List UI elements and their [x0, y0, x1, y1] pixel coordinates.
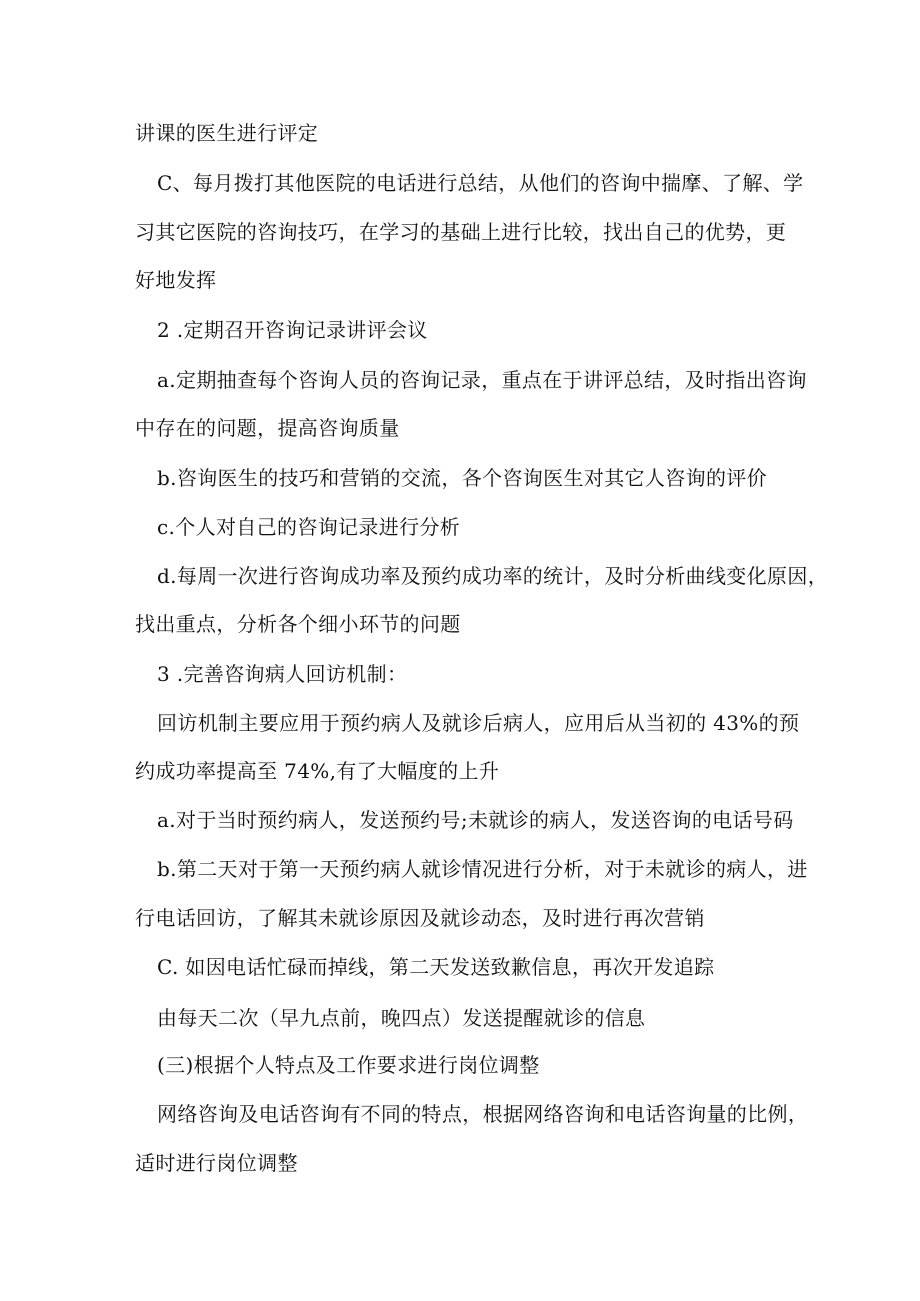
body-text-line: 中存在的问题，提高咨询质量 [135, 416, 400, 440]
body-text-line: b.咨询医生的技巧和营销的交流，各个咨询医生对其它人咨询的评价 [157, 466, 768, 490]
body-text-line: 约成功率提高至 74%,有了大幅度的上升 [135, 759, 500, 783]
body-text-line: 习其它医院的咨询技巧，在学习的基础上进行比较，找出自己的优势，更 [135, 220, 787, 244]
body-text-line: c.个人对自己的咨询记录进行分析 [157, 515, 461, 539]
body-text-line: 回访机制主要应用于预约病人及就诊后病人，应用后从当初的 43%的预 [157, 711, 800, 735]
body-text-line: C. 如因电话忙碌而掉线，第二天发送致歉信息，再次开发追踪 [157, 955, 715, 979]
section-heading: 3 .完善咨询病人回访机制： [157, 662, 408, 686]
body-text-line: a.对于当时预约病人，发送预约号;未就诊的病人，发送咨询的电话号码 [157, 808, 794, 832]
section-heading: (三)根据个人特点及工作要求进行岗位调整 [157, 1053, 540, 1077]
body-text-line: 讲课的医生进行评定 [135, 121, 319, 145]
body-text-line: 适时进行岗位调整 [135, 1151, 298, 1175]
body-text-line: b.第二天对于第一天预约病人就诊情况进行分析，对于未就诊的病人，进 [157, 857, 808, 881]
body-text-line: 网络咨询及电话咨询有不同的特点，根据网络咨询和电话咨询量的比例， [157, 1102, 809, 1126]
body-text-line: 找出重点，分析各个细小环节的问题 [135, 612, 461, 636]
body-text-line: a.定期抽查每个咨询人员的咨询记录，重点在于讲评总结，及时指出咨询 [157, 368, 807, 392]
body-text-line: d.每周一次进行咨询成功率及预约成功率的统计，及时分析曲线变化原因， [157, 564, 829, 588]
body-text-line: 好地发挥 [135, 268, 217, 292]
body-text-line: 由每天二次（早九点前，晚四点）发送提醒就诊的信息 [157, 1006, 646, 1030]
section-heading: 2 .定期召开咨询记录讲评会议 [157, 318, 428, 342]
body-text-line: 行电话回访，了解其未就诊原因及就诊动态，及时进行再次营销 [135, 906, 705, 930]
body-text-line: C、每月拨打其他医院的电话进行总结，从他们的咨询中揣摩、了解、学 [157, 171, 804, 195]
